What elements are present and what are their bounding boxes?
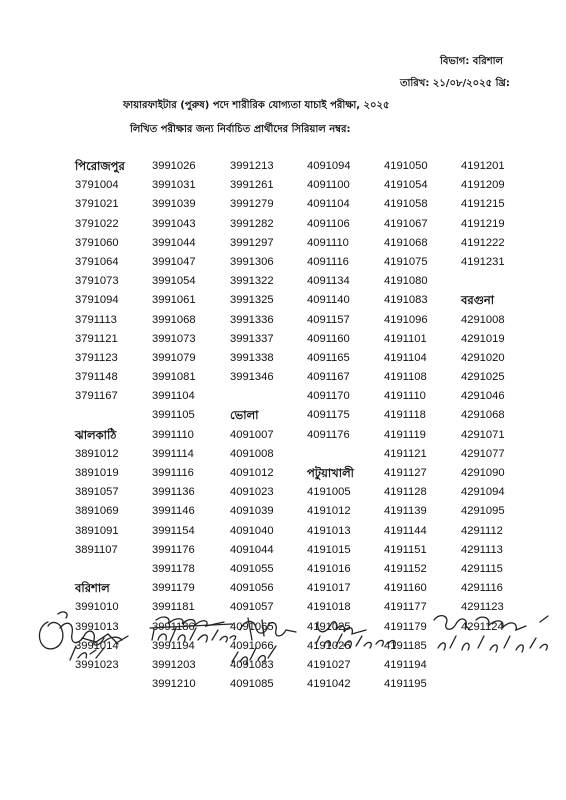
serial-number: 3991306 [230, 255, 274, 268]
signature-2 [150, 617, 236, 642]
district-heading: পিরোজপুর [75, 159, 125, 173]
serial-number: 4191160 [384, 582, 427, 595]
serial-number: 4091157 [307, 313, 350, 326]
serial-number: 3791060 [75, 236, 119, 249]
serial-number: 3791094 [75, 294, 119, 307]
serial-number: 4191025 [307, 620, 351, 633]
serial-number: 4191139 [384, 505, 427, 518]
serial-number: 4191067 [384, 217, 428, 230]
serial-number: 4291116 [461, 582, 503, 595]
serial-number: 4091056 [230, 582, 274, 595]
serial-number: 4291124 [461, 620, 504, 633]
serial-number: 4191144 [384, 524, 427, 537]
serial-number: 3991325 [230, 294, 274, 307]
serial-number: 4091055 [230, 562, 274, 575]
serial-number: 4291112 [461, 524, 503, 537]
serial-number: 3991179 [152, 582, 195, 595]
spacer-row [230, 387, 302, 406]
serial-number: 3991073 [152, 332, 196, 345]
serial-number: 4191201 [461, 160, 505, 172]
district-heading: পটুয়াখালী [307, 466, 354, 480]
serial-column-6 [461, 157, 533, 637]
serial-number: 4191054 [384, 179, 428, 192]
serial-number: 3791113 [75, 313, 117, 326]
serial-number: 3991068 [152, 313, 196, 326]
serial-number: 3891057 [75, 486, 119, 499]
serial-number: 4091094 [307, 160, 351, 172]
signature-area [0, 600, 566, 700]
spacer-row [461, 272, 533, 291]
serial-number: 4191005 [307, 486, 351, 499]
serial-number: 4191108 [384, 371, 427, 384]
serial-number: 3991026 [152, 160, 196, 172]
serial-number: 4191016 [307, 562, 351, 575]
serial-number: 4291008 [461, 313, 505, 326]
serial-number: 4091165 [307, 351, 350, 364]
serial-number: 4091057 [230, 601, 274, 614]
serial-number: 3791073 [75, 275, 119, 288]
serial-number: 4091007 [230, 428, 274, 441]
serial-number: 3991282 [230, 217, 274, 230]
serial-number: 3991031 [152, 179, 196, 192]
serial-number: 3991044 [152, 236, 196, 249]
serial-number: 3891069 [75, 505, 119, 518]
serial-number: 4191017 [307, 582, 351, 595]
serial-number: 4291115 [461, 562, 503, 575]
serial-number: 3891107 [75, 543, 118, 556]
serial-number: 4091012 [230, 467, 274, 479]
serial-number: 4191222 [461, 236, 505, 249]
serial-number: 4191083 [384, 294, 428, 307]
serial-number: 4191209 [461, 179, 505, 192]
serial-number: 4191075 [384, 255, 428, 268]
district-heading: ভোলা [230, 408, 259, 423]
serial-number: 4091160 [307, 332, 350, 345]
signature-1 [39, 612, 128, 660]
serial-number: 4191110 [384, 390, 426, 403]
serial-number: 4191177 [384, 601, 427, 614]
serial-number: 4191231 [461, 255, 505, 268]
serial-number: 4191104 [384, 351, 427, 364]
serial-number: 4091100 [307, 179, 350, 192]
serial-number: 4091106 [307, 217, 350, 230]
serial-number: 4091039 [230, 505, 274, 518]
serial-number: 4191042 [307, 678, 351, 691]
serial-number: 4191127 [384, 467, 427, 479]
spacer-row [75, 560, 147, 579]
serial-number: 4091008 [230, 447, 274, 460]
serial-number: 4091065 [230, 620, 274, 633]
serial-number: 3891012 [75, 447, 119, 460]
serial-number: 3791121 [75, 332, 118, 345]
serial-number: 4191185 [384, 639, 427, 652]
serial-number: 3991213 [230, 160, 274, 172]
serial-number: 4191128 [384, 486, 427, 499]
serial-number: 3791022 [75, 217, 119, 230]
serial-number: 3791004 [75, 179, 119, 192]
serial-number: 4091040 [230, 524, 274, 537]
serial-number: 4191119 [384, 428, 426, 441]
serial-number: 3991054 [152, 275, 196, 288]
serial-number: 3991081 [152, 371, 196, 384]
serial-number: 3991322 [230, 275, 274, 288]
serial-number: 3791123 [75, 351, 118, 364]
serial-number: 3991336 [230, 313, 274, 326]
serial-number: 4291113 [461, 543, 503, 556]
serial-number: 4191012 [307, 505, 351, 518]
serial-number: 3991176 [152, 543, 195, 556]
serial-number: 4191068 [384, 236, 428, 249]
serial-number: 4191080 [384, 275, 428, 288]
serial-number: 3991181 [152, 601, 195, 614]
serial-number: 4191013 [307, 524, 351, 537]
serial-number: 3991178 [152, 562, 195, 575]
serial-number: 4091023 [230, 486, 274, 499]
serial-number: 3991110 [152, 428, 194, 441]
page-title: ফায়ারফাইটার (পুরুষ) পদে শারীরিক যোগ্যতা যাচাই পরীক্ষা, ২০২৫ [123, 100, 390, 111]
signature-4 [316, 622, 395, 648]
serial-number: 4091044 [230, 543, 274, 556]
serial-number: 4291123 [461, 601, 504, 614]
serial-number: 4291095 [461, 505, 505, 518]
serial-number: 4191152 [384, 562, 427, 575]
serial-number: 4191026 [307, 639, 351, 652]
serial-number: 4291020 [461, 351, 505, 364]
serial-number: 3991013 [75, 620, 119, 633]
serial-number: 4191050 [384, 160, 428, 172]
serial-number: 4291077 [461, 447, 505, 460]
serial-number: 4091167 [307, 371, 350, 384]
serial-number: 4091175 [307, 409, 350, 422]
serial-number: 3991114 [152, 447, 194, 460]
serial-number: 3791064 [75, 255, 119, 268]
serial-number: 3991047 [152, 255, 196, 268]
serial-number: 4291068 [461, 409, 505, 422]
signature-5 [434, 616, 548, 652]
serial-number: 4191151 [384, 543, 427, 556]
serial-number: 4091104 [307, 198, 350, 211]
serial-number: 3991154 [152, 524, 195, 537]
serial-number: 3991203 [152, 658, 196, 671]
serial-number: 4091066 [230, 639, 274, 652]
serial-number: 4291046 [461, 390, 505, 403]
serial-number: 3991146 [152, 505, 195, 518]
serial-number: 4291090 [461, 467, 505, 479]
serial-number: 4091134 [307, 275, 350, 288]
serial-number: 3791148 [75, 371, 118, 384]
serial-number: 3991194 [152, 639, 195, 652]
serial-number: 4291025 [461, 371, 505, 384]
serial-number: 3991338 [230, 351, 274, 364]
serial-number: 4191101 [384, 332, 427, 345]
serial-number: 3991043 [152, 217, 196, 230]
serial-number: 3991014 [75, 639, 119, 652]
division-label: বিভাগ: বরিশাল [440, 56, 504, 67]
serial-number: 4191118 [384, 409, 426, 422]
serial-column-1 [75, 157, 147, 675]
serial-number: 4091083 [230, 658, 274, 671]
serial-number: 4191219 [461, 217, 505, 230]
spacer-row [307, 445, 379, 464]
serial-number: 3991010 [75, 601, 119, 614]
serial-number: 3991279 [230, 198, 274, 211]
serial-number: 3791021 [75, 198, 119, 211]
serial-number: 4191195 [384, 678, 427, 691]
serial-number: 3991261 [230, 179, 274, 192]
serial-number: 4191215 [461, 198, 505, 211]
serial-number: 3991105 [152, 409, 195, 422]
serial-number: 4191179 [384, 620, 427, 633]
serial-number: 3991346 [230, 371, 274, 384]
serial-number: 4091176 [307, 428, 350, 441]
signature-3 [232, 618, 296, 664]
serial-number: 3791167 [75, 390, 118, 403]
serial-number: 3891091 [75, 524, 119, 537]
serial-number: 4291094 [461, 486, 505, 499]
serial-number: 4291071 [461, 428, 505, 441]
serial-number: 4191194 [384, 658, 427, 671]
district-heading: ঝালকাঠি [75, 427, 117, 442]
date-label: তারিখ: ২১/০৮/২০২৫ খ্রি: [400, 78, 510, 89]
serial-number: 4091170 [307, 390, 350, 403]
serial-number: 3991023 [75, 658, 119, 671]
serial-number: 3991104 [152, 390, 195, 403]
serial-number: 4091110 [307, 236, 349, 249]
serial-number: 3891019 [75, 467, 119, 479]
serial-number: 4091116 [307, 255, 349, 268]
serial-number: 3991039 [152, 198, 196, 211]
serial-number: 3991136 [152, 486, 195, 499]
district-heading: বরগুনা [461, 293, 495, 308]
serial-number: 3991337 [230, 332, 274, 345]
serial-number: 3991116 [152, 467, 194, 479]
serial-number: 4191027 [307, 658, 351, 671]
serial-number: 4291019 [461, 332, 505, 345]
serial-number: 3991186 [152, 620, 195, 633]
serial-number: 3991297 [230, 236, 274, 249]
page-subtitle: লিখিত পরীক্ষার জন্য নির্বাচিত প্রার্থীদের সিরিয়াল নম্বর: [130, 124, 351, 135]
serial-number: 4191121 [384, 447, 427, 460]
serial-number: 3991210 [152, 678, 196, 691]
serial-number: 4091085 [230, 678, 274, 691]
serial-number: 3991079 [152, 351, 196, 364]
serial-number: 4191058 [384, 198, 428, 211]
spacer-row [75, 406, 147, 425]
serial-number: 4191096 [384, 313, 428, 326]
serial-number: 3991061 [152, 294, 196, 307]
serial-number: 4191018 [307, 601, 351, 614]
serial-number: 4191015 [307, 543, 351, 556]
district-heading: বরিশাল [75, 581, 110, 596]
serial-number: 4091140 [307, 294, 350, 307]
